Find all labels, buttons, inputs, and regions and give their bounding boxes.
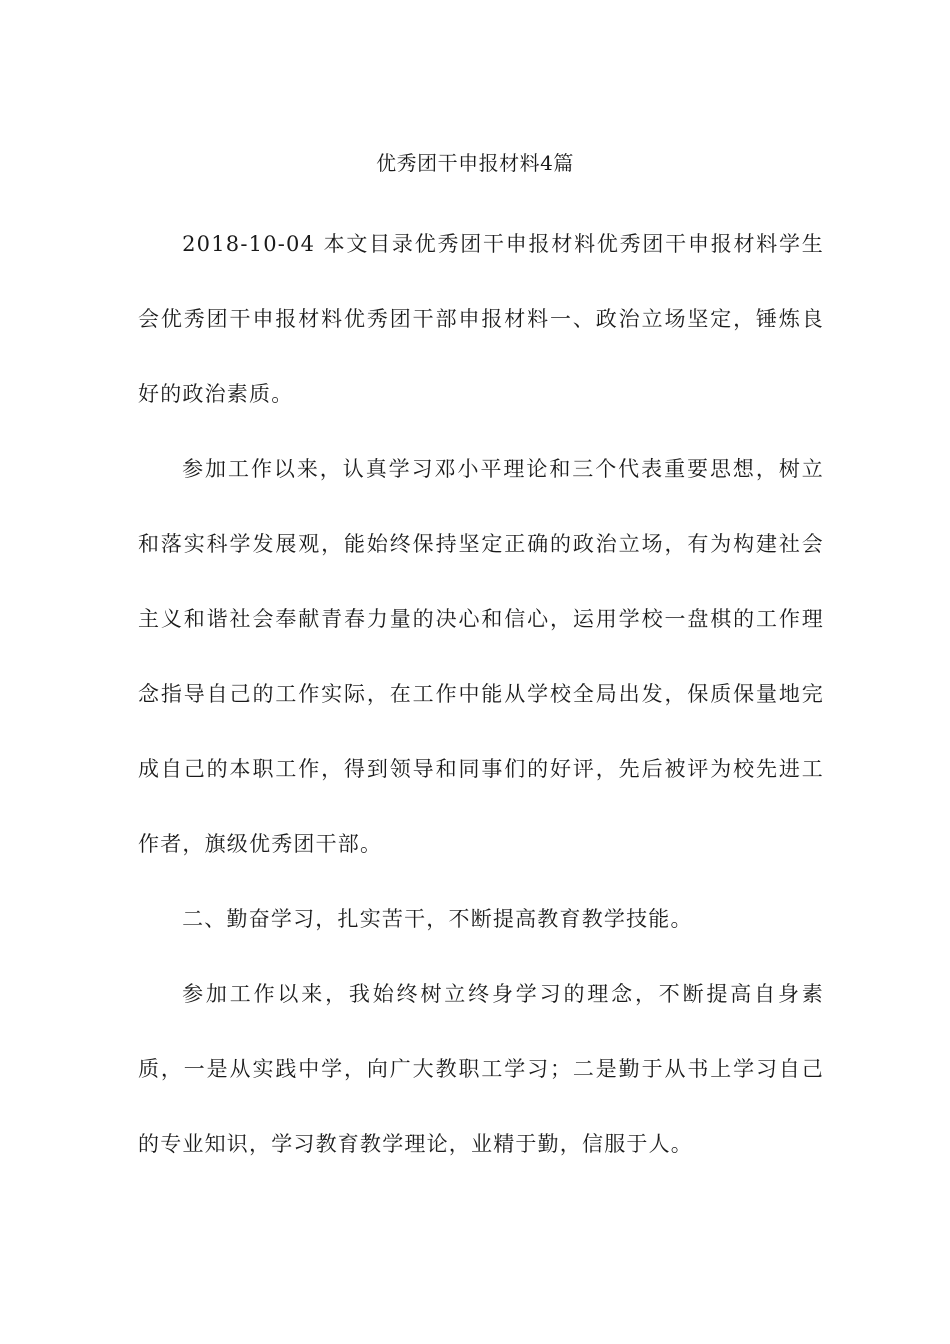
paragraph-intro: 2018-10-04 本文目录优秀团干申报材料优秀团干申报材料学生会优秀团干申报材料优秀团干部申报材料一、政治立场坚定，锤炼良好的政治素质。 (138, 232, 824, 406)
paragraph-political-stance: 参加工作以来，认真学习邓小平理论和三个代表重要思想，树立和落实科学发展观，能始终保持坚定正确的政治立场，有为构建社会主义和谐社会奉献青春力量的决心和信心，运用学校一盘棋的工作理念指导自己的工作实际，在工作中能从学校全局出发，保质保量地完成自己的本职工作，得到领导和同事们的好评，先后被评为校先进工作者，旗级优秀团干部。 (138, 457, 824, 856)
paragraph-study: 参加工作以来，我始终树立终身学习的理念，不断提高自身素质，一是从实践中学，向广大教职工学习；二是勤于从书上学习自己的专业知识，学习教育教学理论，业精于勤，信服于人。 (138, 982, 824, 1156)
document-body (138, 207, 824, 1182)
paragraph-section-heading: 二、勤奋学习，扎实苦干，不断提高教育教学技能。 (182, 907, 693, 931)
document-title: 优秀团干申报材料4篇 (376, 151, 574, 175)
